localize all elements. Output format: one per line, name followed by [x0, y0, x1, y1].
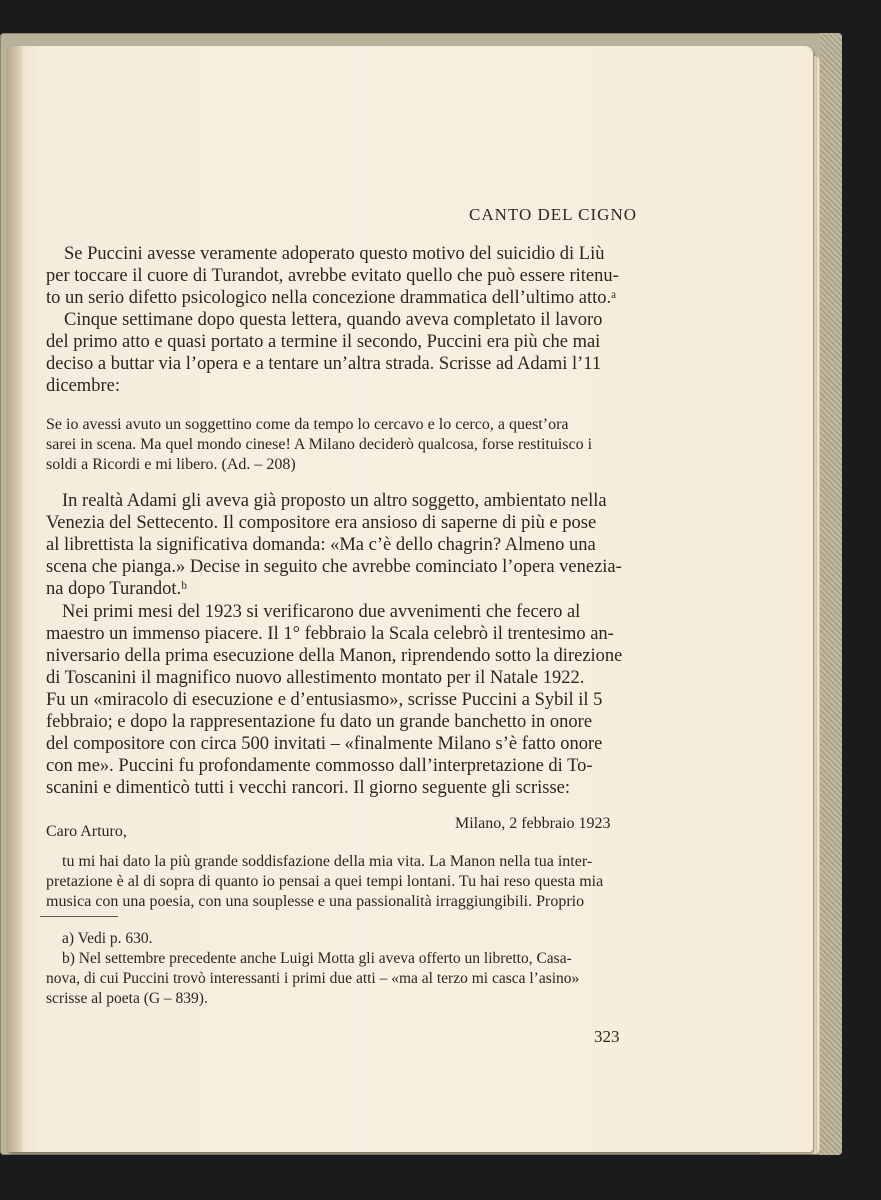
p3-line-1: In realtà Adami gli aveva già proposto un altro soggetto, ambientato nella — [62, 491, 607, 511]
page-number: 323 — [594, 1027, 620, 1046]
p4-line-1: Nei primi mesi del 1923 si verificarono due avvenimenti che fecero al — [62, 602, 581, 622]
p1-line-1: Se Puccini avesse veramente adoperato questo motivo del suicidio di Liù — [64, 244, 605, 264]
p2-line-1: Cinque settimane dopo questa lettera, quando aveva completato il lavoro — [64, 310, 603, 330]
footnote-b-line-2: nova, di cui Puccini trovò interessanti i primi due atti – «ma al terzo mi casca l’asino» — [46, 970, 580, 987]
p3-line-5: na dopo Turandot.ᵇ — [46, 579, 187, 599]
p1-line-3: to un serio difetto psicologico nella concezione drammatica dell’ultimo atto.ᵃ — [46, 288, 617, 308]
letter-place-date: Milano, 2 febbraio 1923 — [455, 815, 611, 832]
p3-line-4: scena che pianga.» Decise in seguito che avrebbe cominciato l’opera venezia- — [46, 557, 622, 577]
letter-salutation: Caro Arturo, — [46, 823, 127, 840]
p4-line-9: scanini e dimenticò tutti i vecchi rancori. Il giorno seguente gli scrisse: — [46, 778, 571, 798]
letter-line-1: tu mi hai dato la più grande soddisfazione della mia vita. La Manon nella tua inter- — [62, 853, 593, 870]
p1-line-2: per toccare il cuore di Turandot, avrebbe evitato quello che può essere ritenu- — [46, 266, 619, 286]
p2-line-2: del primo atto e quasi portato a termine il secondo, Puccini era più che mai — [46, 332, 601, 352]
p4-line-5: Fu un «miracolo di esecuzione e d’entusiasmo», scrisse Puccini a Sybil il 5 — [46, 690, 603, 710]
quote1-line-2: sarei in scena. Ma quel mondo cinese! A Milano deciderò qualcosa, forse restituisco i — [46, 436, 593, 453]
footnote-a: a) Vedi p. 630. — [62, 930, 153, 947]
p3-line-2: Venezia del Settecento. Il compositore era ansioso di saperne di più e pose — [46, 513, 597, 533]
letter-line-3: musica con una poesia, con una souplesse e una passionalità irraggiungibili. Proprio — [46, 893, 585, 910]
footnote-b-line-1: b) Nel settembre precedente anche Luigi Motta gli aveva offerto un libretto, Casa- — [62, 950, 572, 967]
p4-line-8: con me». Puccini fu profondamente commosso dall’interpretazione di To- — [46, 756, 593, 776]
p4-line-4: di Toscanini il magnifico nuovo allestimento montato per il Natale 1922. — [46, 668, 585, 688]
letter-line-2: pretazione è al di sopra di quanto io pensai a quei tempi lontani. Tu hai reso questa mia — [46, 873, 604, 890]
cover-spine-texture — [820, 33, 842, 1155]
p3-line-3: al librettista la significativa domanda: «Ma c’è dello chagrin? Almeno una — [46, 535, 596, 555]
p4-line-7: del compositore con circa 500 invitati – «finalmente Milano s’è fatto onore — [46, 734, 603, 754]
page-gutter — [8, 46, 22, 1152]
running-head: CANTO DEL CIGNO — [469, 205, 637, 224]
footnote-rule — [40, 916, 118, 917]
p2-line-4: dicembre: — [46, 376, 120, 396]
p4-line-6: febbraio; e dopo la rappresentazione fu dato un grande banchetto in onore — [46, 712, 593, 732]
p4-line-2: maestro un immenso piacere. Il 1° febbraio la Scala celebrò il trentesimo an- — [46, 624, 614, 644]
quote1-line-3: soldi a Ricordi e mi libero. (Ad. – 208) — [46, 456, 296, 473]
p4-line-3: niversario della prima esecuzione della Manon, riprendendo sotto la direzione — [46, 646, 623, 666]
p2-line-3: deciso a buttar via l’opera e a tentare un’altra strada. Scrisse ad Adami l’11 — [46, 354, 602, 374]
quote1-line-1: Se io avessi avuto un soggettino come da tempo lo cercavo e lo cerco, a quest’ora — [46, 416, 569, 433]
footnote-b-line-3: scrisse al poeta (G – 839). — [46, 990, 208, 1007]
